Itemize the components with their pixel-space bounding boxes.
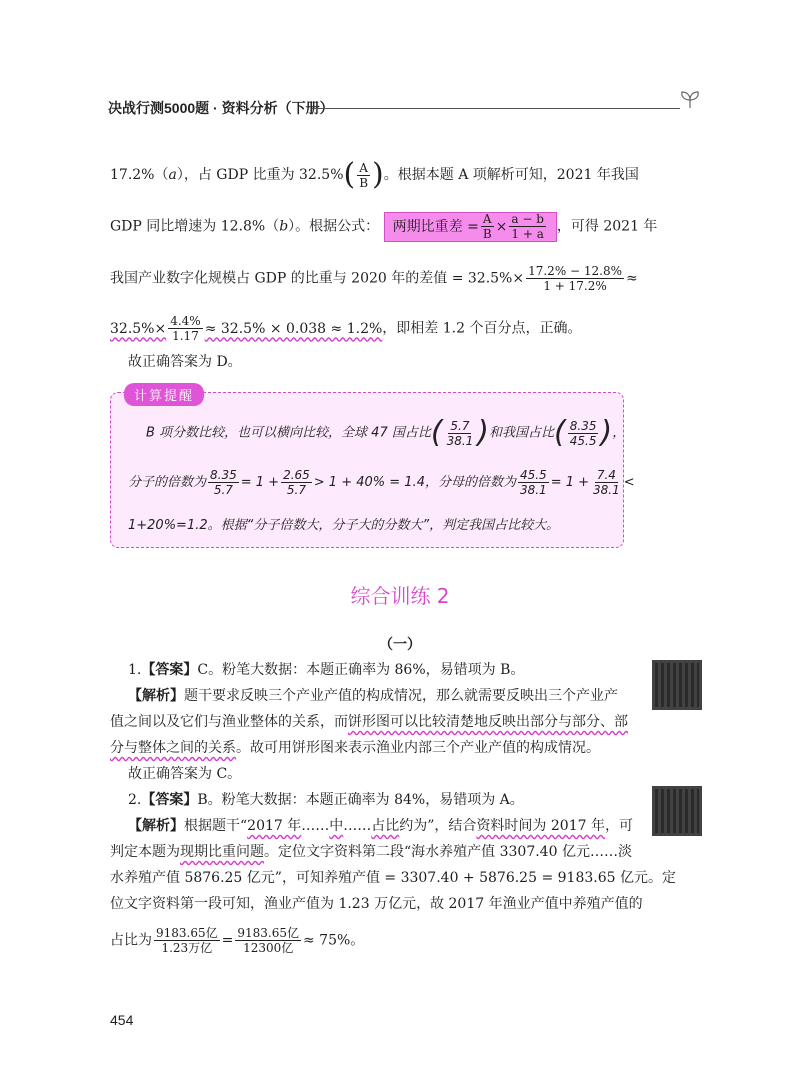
calc-line-3: 1+20%=1.2。根据“分子倍数大，分子大的分数大”，判定我国占比较大。 xyxy=(128,518,560,533)
q2-analysis-line-3: 水养殖产值 5876.25 亿元”，可知养殖产值 = 3307.40 + 5876.25 = 9183.65 亿元。定 xyxy=(110,870,676,886)
q1-analysis-line-1: 【解析】题干要求反映三个产业产值的构成情况，那么就需要反映出三个产业产 xyxy=(128,688,618,704)
page-number: 454 xyxy=(110,1012,134,1028)
calc-line-2: 分子的倍数为 $\frac{8.35}{5.7}$ = 1 + $\frac{2.65}{5.7}$ > 1 + 40% = 1.4，分母的倍数为 $\frac{45.5}{38.1}$ = 1 + $\frac{7.4}{38.1}$ < xyxy=(128,468,635,497)
q2-analysis-line-5: 占比为 $\frac{\text{9183.65亿}}{\text{1.23万亿}}$ = $\frac{\text{9183.65亿}}{\text{12300亿}}$ ≈ 75%。 xyxy=(110,926,365,955)
calc-line-1: B 项分数比较，也可以横向比较，全球 47 国占比( $\frac{5.7}{38.1}$ )和我国占比( $\frac{8.35}{45.5}$ )， xyxy=(146,415,626,450)
intro-line-3: 我国产业数字化规模占 GDP 的比重与 2020 年的差值 = 32.5%× $\frac{17.2\% - 12.8\%}{1 + 17.2\%}$ ≈ xyxy=(110,264,638,293)
formula-highlight: 两期比重差 = $\frac{A}{B}$ × $\frac{a - b}{1 + a}$ xyxy=(384,212,557,242)
intro-line-4: 32.5%× $\frac{4.4\%}{1.17}$ ≈ 32.5% × 0.038 ≈ 1.2%，即相差 1.2 个百分点，正确。 xyxy=(110,314,582,343)
intro-line-2: GDP 同比增速为 12.8%（b）。根据公式： 两期比重差 = $\frac{A}{B}$ × $\frac{a - b}{1 + a}$ ，可得 2021 年 xyxy=(110,212,658,241)
ratio-a-over-b: $\frac{A}{B}$ xyxy=(359,160,369,190)
running-header-title: 决战行测5000题 · 资料分析（下册） xyxy=(108,100,334,116)
sprout-icon xyxy=(678,90,702,110)
qr-code-icon[interactable] xyxy=(652,786,702,836)
intro-line-1: 17.2%（a），占 GDP 比重为 32.5%( $\frac{A}{B}$ )。根据本题 A 项解析可知，2021 年我国 xyxy=(110,157,639,192)
q2-analysis-line-2: 判定本题为现期比重问题。定位文字资料第二段“海水养殖产值 3307.40 亿元……淡 xyxy=(110,844,632,860)
q2-analysis-line-4: 位文字资料第一段可知，渔业产值为 1.23 万亿元，故 2017 年渔业产值中养殖产值的 xyxy=(110,896,643,912)
section-title: 综合训练 2 xyxy=(350,584,450,608)
q1-analysis-line-3: 分与整体之间的关系。故可用饼形图来表示渔业内部三个产业产值的构成情况。 xyxy=(110,740,600,756)
section-subtitle: （一） xyxy=(379,637,421,653)
header-rule xyxy=(312,108,680,109)
q1-conclusion: 故正确答案为 C。 xyxy=(128,766,242,782)
q2-analysis-line-1: 【解析】根据题干“2017 年……中……占比约为”，结合资料时间为 2017 年，可 xyxy=(128,818,633,834)
q2-answer-line: 2.【答案】B。粉笔大数据：本题正确率为 84%，易错项为 A。 xyxy=(128,792,524,808)
q1-analysis-line-2: 值之间以及它们与渔业整体的关系，而饼形图可以比较清楚地反映出部分与部分、部 xyxy=(110,714,628,730)
intro-answer: 故正确答案为 D。 xyxy=(128,354,242,370)
q1-answer-line: 1.【答案】C。粉笔大数据：本题正确率为 86%，易错项为 B。 xyxy=(128,662,525,678)
calc-reminder-tag: 计算提醒 xyxy=(124,383,204,406)
qr-code-icon[interactable] xyxy=(652,660,702,710)
